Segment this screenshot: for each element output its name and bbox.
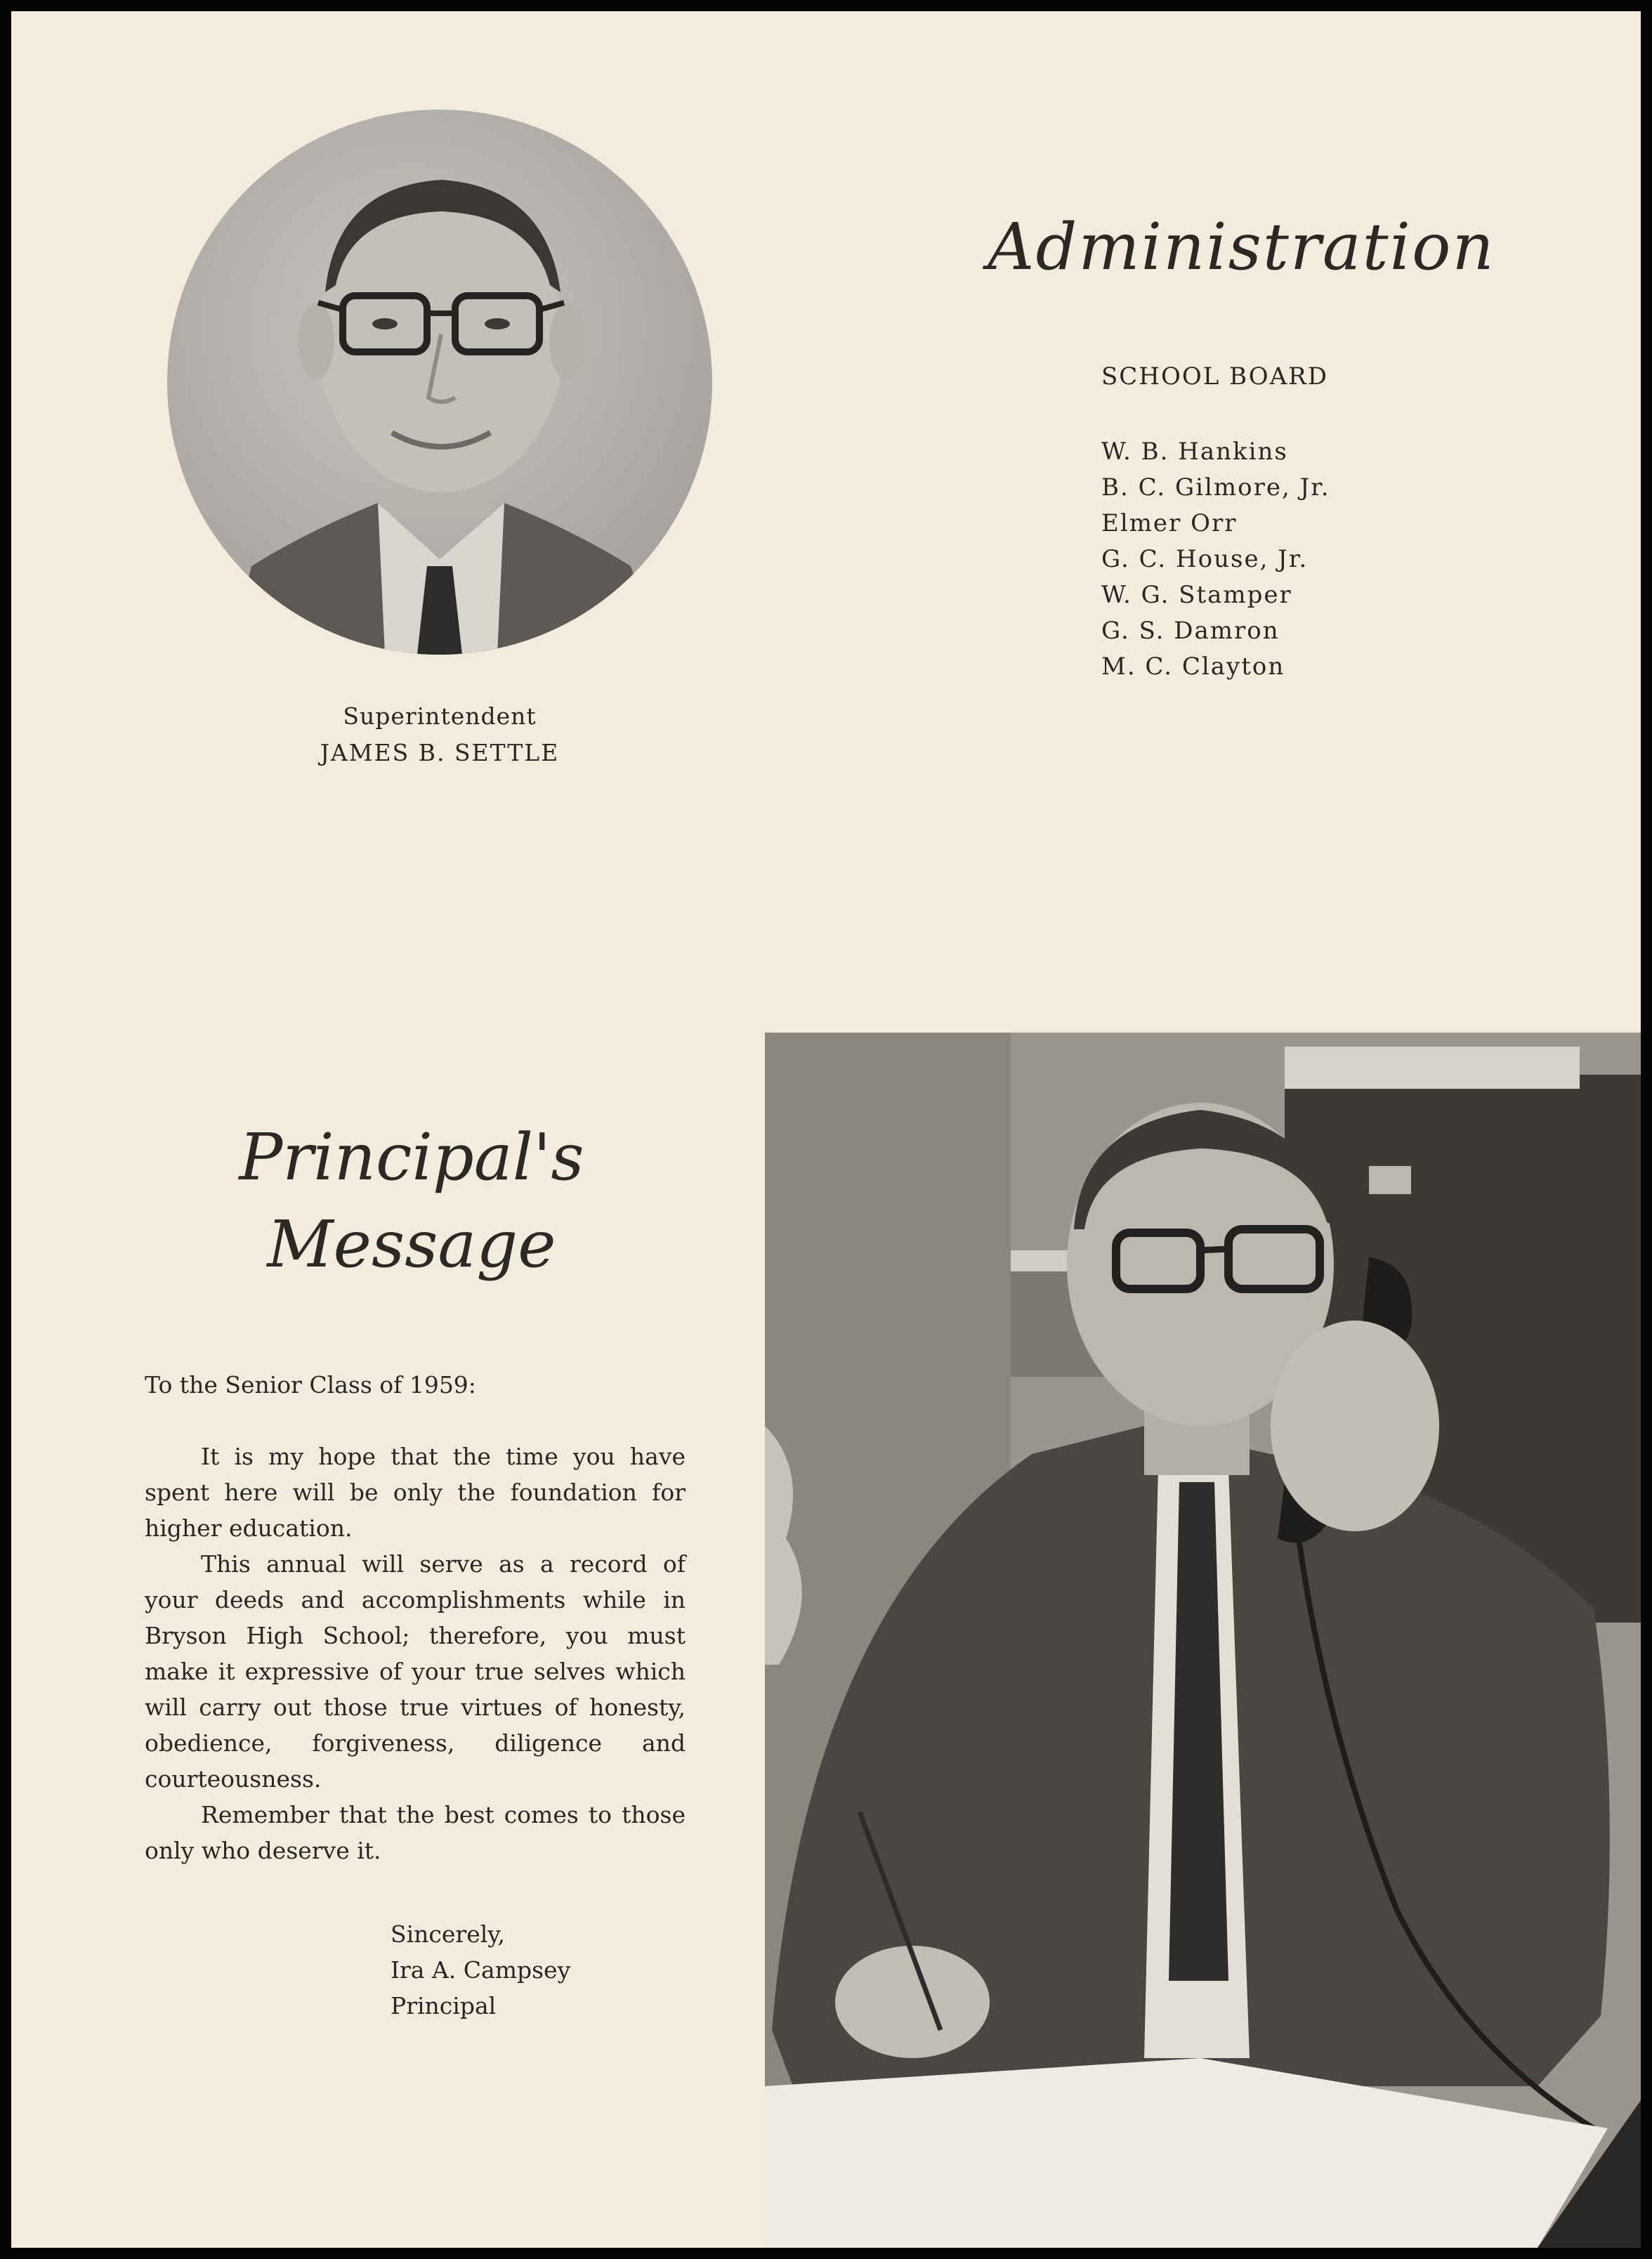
principal-message-heading-line2: Message bbox=[267, 1207, 556, 1282]
superintendent-portrait-image bbox=[167, 110, 712, 655]
board-member: Elmer Orr bbox=[1101, 509, 1238, 537]
principal-message-heading bbox=[173, 1114, 650, 1288]
signature-block bbox=[391, 1916, 570, 2024]
principal-photo bbox=[765, 1033, 1641, 2248]
yearbook-page bbox=[11, 11, 1641, 2248]
principal-message-heading-line1: Principal's bbox=[239, 1120, 584, 1195]
message-paragraph: Remember that the best comes to those only who deserve it. bbox=[145, 1801, 686, 1864]
board-member: G. S. Damron bbox=[1101, 617, 1280, 645]
message-paragraph: It is my hope that the time you have spent here will be only the foundation for higher education. bbox=[145, 1443, 686, 1542]
school-board-list bbox=[1101, 434, 1330, 685]
administration-heading: Administration bbox=[988, 209, 1495, 284]
principal-message-body bbox=[145, 1367, 686, 1868]
board-member: W. B. Hankins bbox=[1101, 438, 1288, 466]
board-member: G. C. House, Jr. bbox=[1101, 545, 1309, 573]
board-member: M. C. Clayton bbox=[1101, 653, 1285, 681]
message-paragraph: This annual will serve as a record of your deeds and accomplishments while in Bryson High School; therefore, you must make it expressive of your true selves which will carry out those true virtues of honesty, obedience, forgiveness, diligence and courteousness. bbox=[145, 1550, 686, 1793]
board-member: B. C. Gilmore, Jr. bbox=[1101, 473, 1330, 502]
signer-name: Ira A. Campsey bbox=[391, 1956, 571, 1984]
school-board-heading: SCHOOL BOARD bbox=[1101, 362, 1328, 391]
closing: Sincerely, bbox=[391, 1920, 506, 1948]
salutation: To the Senior Class of 1959: bbox=[145, 1371, 476, 1399]
superintendent-caption bbox=[167, 698, 712, 771]
superintendent-name: JAMES B. SETTLE bbox=[320, 739, 560, 766]
signer-title: Principal bbox=[391, 1992, 497, 2019]
principal-photo-image bbox=[765, 1033, 1641, 2248]
superintendent-portrait bbox=[167, 110, 712, 655]
superintendent-title: Superintendent bbox=[343, 702, 537, 730]
board-member: W. G. Stamper bbox=[1101, 581, 1292, 609]
